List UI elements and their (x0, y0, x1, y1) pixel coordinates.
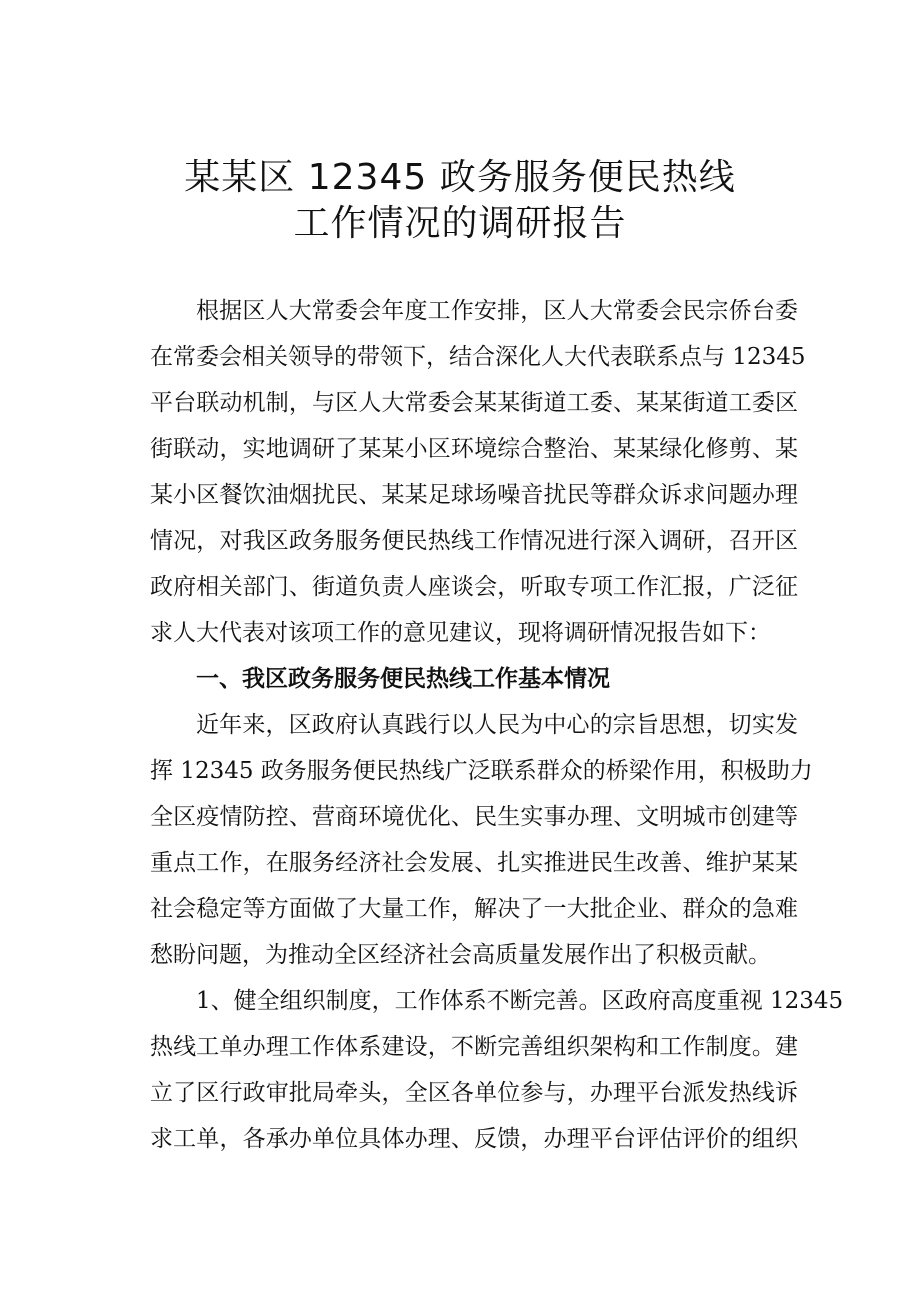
paragraph-line: 某小区餐饮油烟扰民、某某足球场噪音扰民等群众诉求问题办理 (150, 482, 798, 508)
section-heading: 一、我区政务服务便民热线工作基本情况 (196, 666, 610, 692)
document-title-line-2: 工作情况的调研报告 (293, 203, 627, 244)
paragraph-line: 在常委会相关领导的带领下，结合深化人大代表联系点与 12345 (150, 344, 806, 370)
paragraph-line: 立了区行政审批局牵头，全区各单位参与，办理平台派发热线诉 (150, 1080, 798, 1106)
paragraph-line: 根据区人大常委会年度工作安排，区人大常委会民宗侨台委 (196, 298, 798, 324)
paragraph-line: 求工单，各承办单位具体办理、反馈，办理平台评估评价的组织 (150, 1126, 798, 1152)
paragraph-line: 情况，对我区政务服务便民热线工作情况进行深入调研，召开区 (150, 528, 798, 554)
paragraph-line: 1、健全组织制度，工作体系不断完善。区政府高度重视 12345 (196, 988, 844, 1014)
paragraph-line: 热线工单办理工作体系建设，不断完善组织架构和工作制度。建 (150, 1034, 798, 1060)
paragraph-line: 愁盼问题，为推动全区经济社会高质量发展作出了积极贡献。 (150, 942, 771, 968)
paragraph-line: 政府相关部门、街道负责人座谈会，听取专项工作汇报，广泛征 (150, 574, 798, 600)
paragraph-line: 全区疫情防控、营商环境优化、民生实事办理、文明城市创建等 (150, 804, 798, 830)
paragraph-line: 街联动，实地调研了某某小区环境综合整治、某某绿化修剪、某 (150, 436, 798, 462)
paragraph-line: 重点工作，在服务经济社会发展、扎实推进民生改善、维护某某 (150, 850, 798, 876)
document-title-line-1: 某某区 12345 政务服务便民热线 (184, 157, 736, 198)
paragraph-line: 求人大代表对该项工作的意见建议，现将调研情况报告如下： (150, 620, 771, 646)
paragraph-line: 平台联动机制，与区人大常委会某某街道工委、某某街道工委区 (150, 390, 798, 416)
paragraph-line: 社会稳定等方面做了大量工作，解决了一大批企业、群众的急难 (150, 896, 798, 922)
paragraph-line: 近年来，区政府认真践行以人民为中心的宗旨思想，切实发 (196, 712, 798, 738)
paragraph-line: 挥 12345 政务服务便民热线广泛联系群众的桥梁作用，积极助力 (150, 758, 813, 784)
